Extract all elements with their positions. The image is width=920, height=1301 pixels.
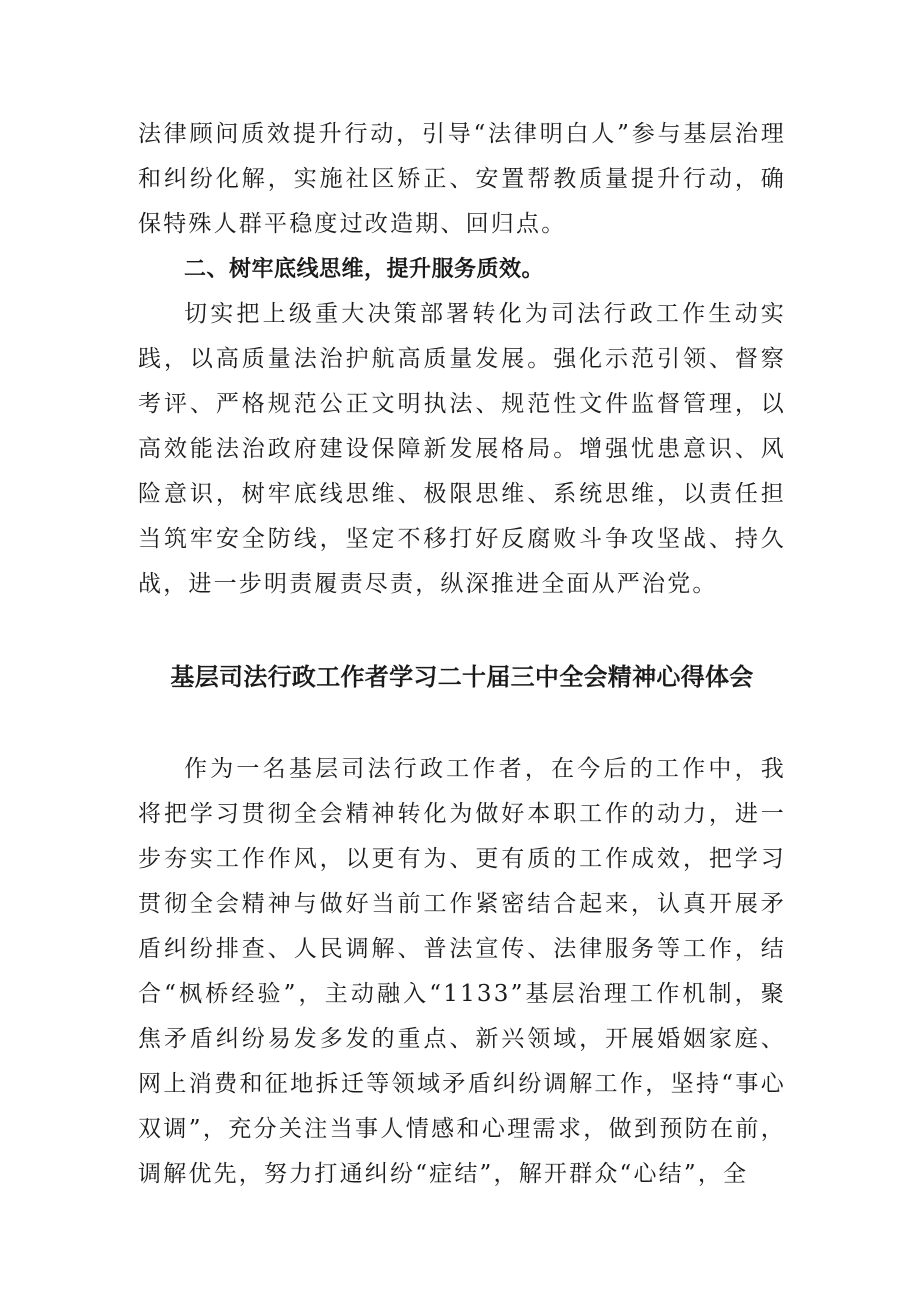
document-page — [138, 112, 786, 1197]
section-heading: 二、树牢底线思维，提升服务质效。 — [184, 257, 545, 282]
continuation-paragraph: 法律顾问质效提升行动，引导“法律明白人”参与基层治理和纠纷化解，实施社区矫正、安置帮教质量提升行动，确保特殊人群平稳度过改造期、回归点。 — [138, 121, 786, 237]
article-title: 基层司法行政工作者学习二十届三中全会精神心得体会 — [170, 663, 754, 691]
article-paragraph: 作为一名基层司法行政工作者，在今后的工作中，我将把学习贯彻全会精神转化为做好本职工作的动力，进一步夯实工作作风，以更有为、更有质的工作成效，把学习贯彻全会精神与做好当前工作紧密结合起来，认真开展矛盾纠纷排查、人民调解、普法宣传、法律服务等工作，结合“枫桥经验”，主动融入“1133”基层治理工作机制，聚焦矛盾纠纷易发多发的重点、新兴领域，开展婚姻家庭、网上消费和征地拆迁等领域矛盾纠纷调解工作，坚持“事心双调”，充分关注当事人情感和心理需求，做到预防在前，调解优先，努力打通纠纷“症结”，解开群众“心结”，全 — [138, 756, 786, 1187]
section-paragraph: 切实把上级重大决策部署转化为司法行政工作生动实践，以高质量法治护航高质量发展。强化示范引领、督察考评、严格规范公正文明执法、规范性文件监督管理，以高效能法治政府建设保障新发展格局。增强忧患意识、风险意识，树牢底线思维、极限思维、系统思维，以责任担当筑牢安全防线，坚定不移打好反腐败斗争攻坚战、持久战，进一步明责履责尽责，纵深推进全面从严治党。 — [138, 301, 786, 597]
